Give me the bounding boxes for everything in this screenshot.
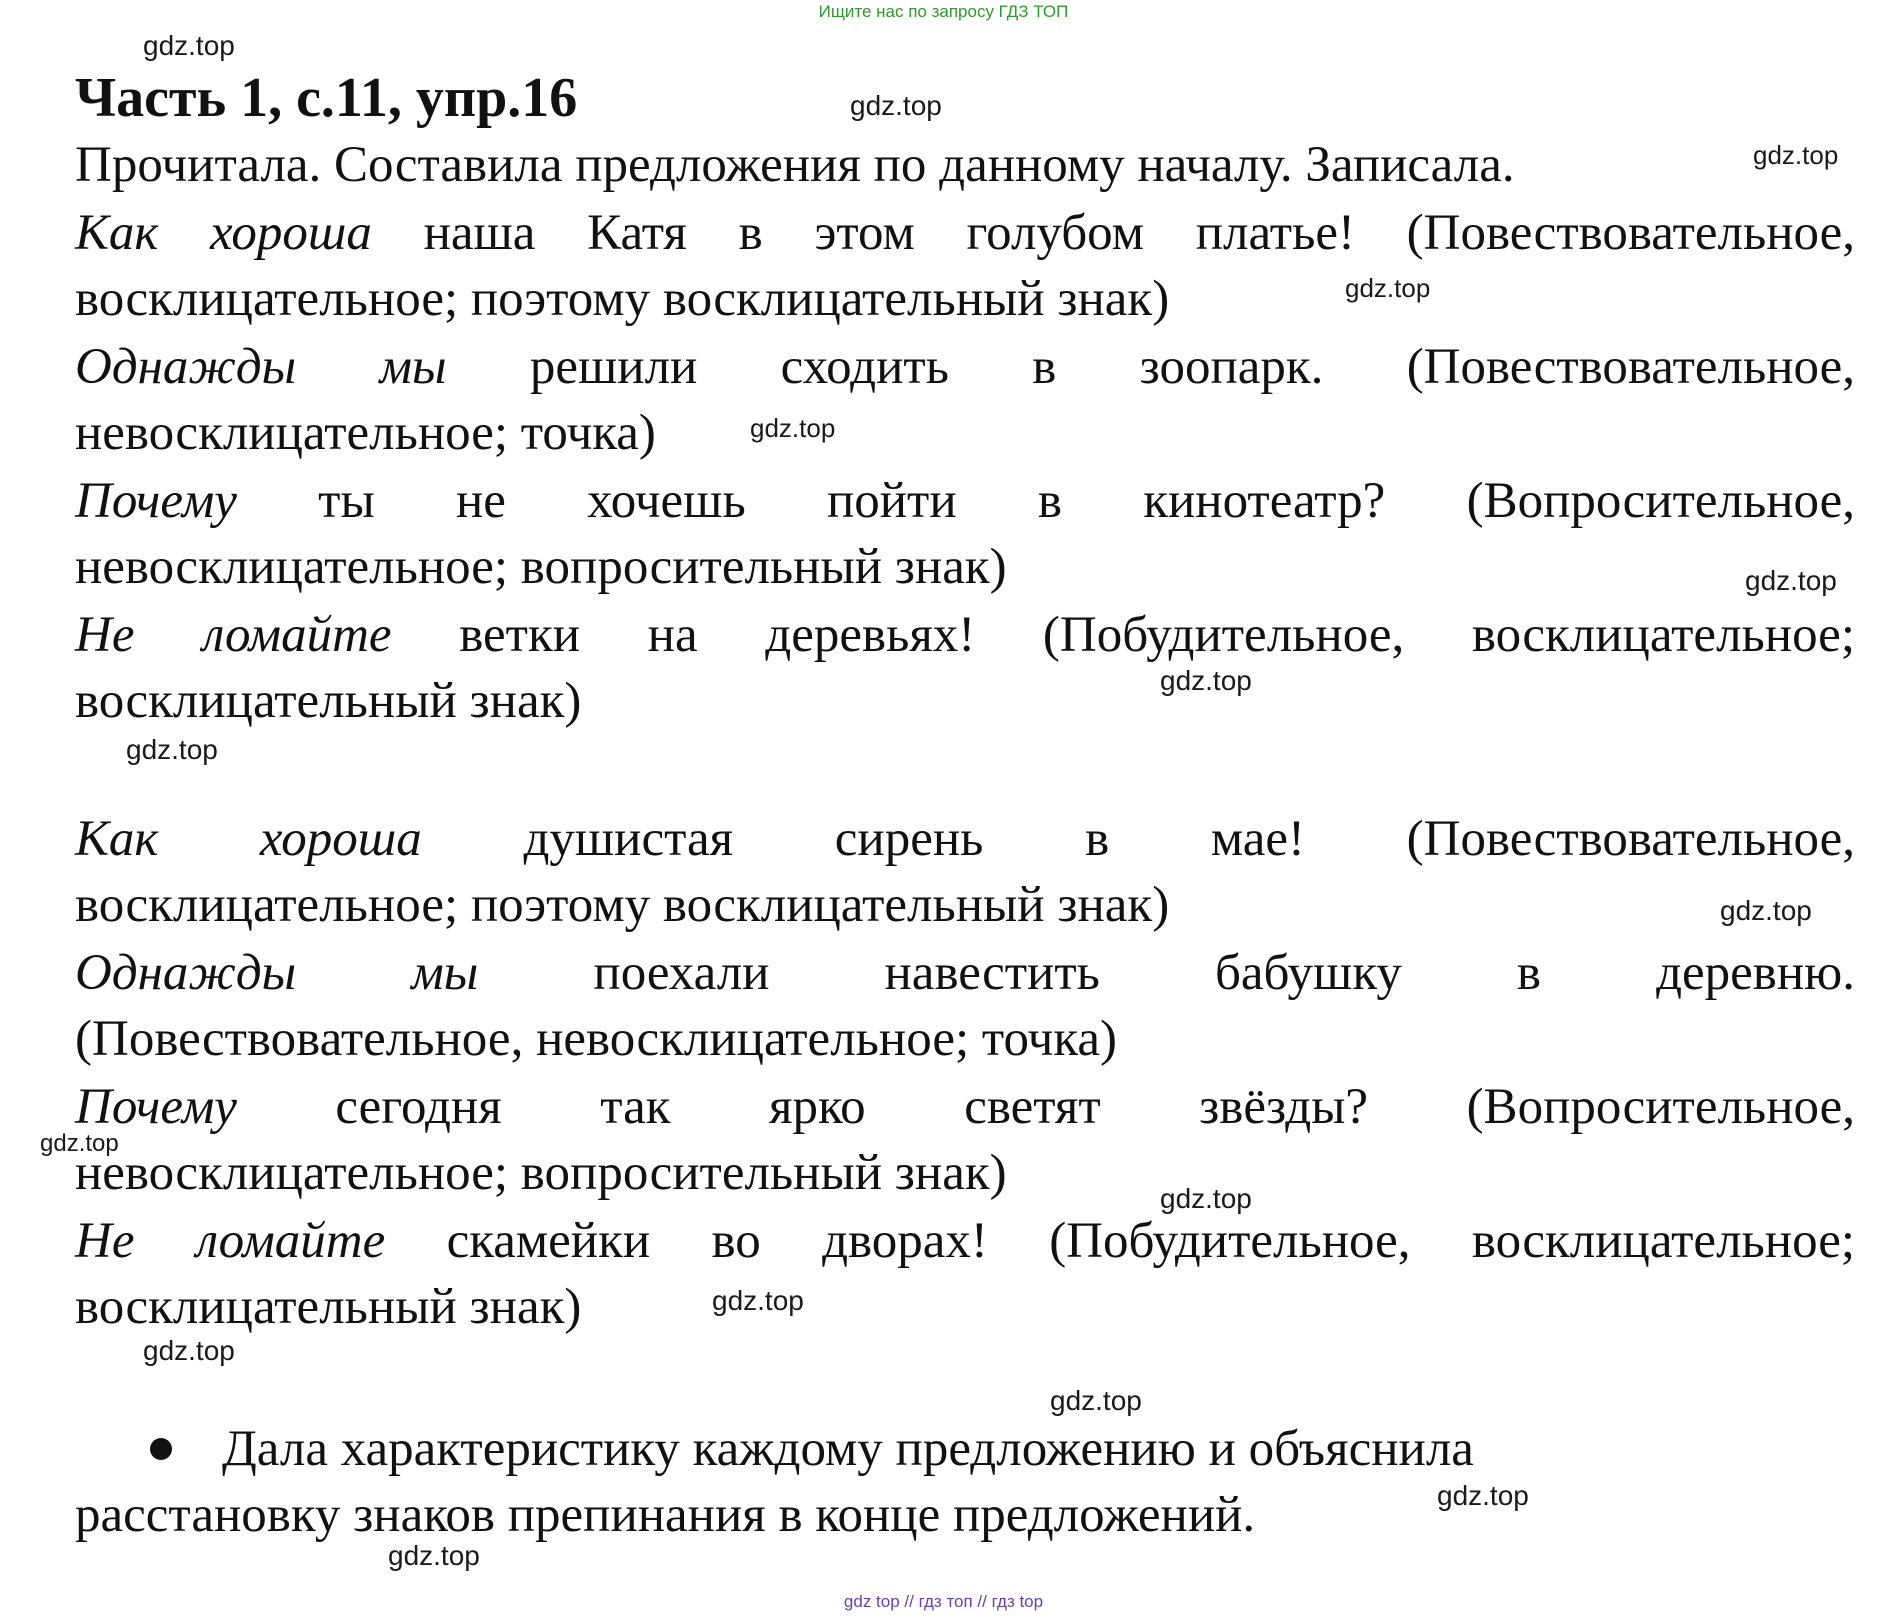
sentence-rest: ветки на деревьях! (Побудительное, восклицательное; bbox=[459, 607, 1855, 663]
sentence-start: Как хороша bbox=[75, 205, 372, 261]
watermark: gdz.top bbox=[1437, 1480, 1529, 1511]
watermark: gdz.top bbox=[143, 1335, 235, 1366]
watermark: gdz.top bbox=[126, 734, 218, 765]
sentence-rest: скамейки во дворах! (Побудительное, восклицательное; bbox=[446, 1213, 1855, 1269]
bullet-icon bbox=[150, 1438, 172, 1460]
watermark: gdz.top bbox=[40, 1130, 119, 1157]
sentence-3-line-1 bbox=[75, 468, 1855, 534]
sentence-rest: наша Катя в этом голубом платье! (Повествовательное, bbox=[423, 205, 1855, 261]
sentence-2-line-1 bbox=[75, 334, 1855, 400]
sentence-8-line-2: восклицательный знак) bbox=[75, 1279, 582, 1335]
sentence-6-line-2: (Повествовательное, невосклицательное; точка) bbox=[75, 1011, 1117, 1067]
watermark: gdz.top bbox=[143, 30, 235, 61]
sentence-8-line-1 bbox=[75, 1208, 1855, 1274]
sentence-3-line-2: невосклицательное; вопросительный знак) bbox=[75, 539, 1007, 595]
page-title: Часть 1, с.11, упр.16 bbox=[75, 67, 578, 129]
watermark: gdz.top bbox=[712, 1285, 804, 1316]
sentence-1-line-1 bbox=[75, 200, 1855, 266]
sentence-start: Почему bbox=[75, 473, 237, 529]
watermark: gdz.top bbox=[1753, 140, 1839, 170]
sentence-5-line-1 bbox=[75, 806, 1855, 872]
watermark: gdz.top bbox=[1050, 1385, 1142, 1416]
sentence-7-line-1 bbox=[75, 1074, 1855, 1140]
sentence-rest: решили сходить в зоопарк. (Повествовательное, bbox=[529, 339, 1856, 395]
intro-text: Прочитала. Составила предложения по данному началу. Записала. bbox=[75, 137, 1515, 193]
search-banner: Ищите нас по запросу ГДЗ ТОП bbox=[818, 2, 1069, 21]
watermark: gdz.top bbox=[850, 90, 942, 121]
watermark: gdz.top bbox=[1160, 1183, 1252, 1214]
sentence-start: Как хороша bbox=[75, 811, 422, 867]
bullet-line-2: расстановку знаков препинания в конце предложений. bbox=[75, 1487, 1256, 1543]
sentence-start: Почему bbox=[75, 1079, 237, 1135]
watermark: gdz.top bbox=[750, 413, 836, 443]
sentence-start: Однажды мы bbox=[75, 339, 447, 395]
sentence-rest: сегодня так ярко светят звёзды? (Вопросительное, bbox=[335, 1079, 1855, 1135]
watermark: gdz.top bbox=[388, 1540, 480, 1571]
watermark: gdz.top bbox=[1160, 665, 1252, 696]
watermark: gdz.top bbox=[1745, 565, 1837, 596]
sentence-rest: душистая сирень в мае! (Повествовательное, bbox=[523, 811, 1855, 867]
sentence-rest: ты не хочешь пойти в кинотеатр? (Вопросительное, bbox=[318, 473, 1856, 529]
sentence-2-line-2: невосклицательное; точка) bbox=[75, 405, 656, 461]
watermark: gdz.top bbox=[1720, 895, 1812, 926]
sentence-5-line-2: восклицательное; поэтому восклицательный знак) bbox=[75, 877, 1170, 933]
sentence-start: Не ломайте bbox=[75, 1213, 386, 1269]
sentence-6-line-1 bbox=[75, 940, 1855, 1006]
sentence-4-line-2: восклицательный знак) bbox=[75, 673, 582, 729]
bullet-line-1: Дала характеристику каждому предложению и объяснила bbox=[222, 1421, 1474, 1477]
sentence-rest: поехали навестить бабушку в деревню. bbox=[593, 945, 1856, 1001]
sentence-1-line-2: восклицательное; поэтому восклицательный знак) bbox=[75, 271, 1170, 327]
footer-links: gdz top // гдз топ // гдз top bbox=[843, 1592, 1044, 1611]
sentence-7-line-2: невосклицательное; вопросительный знак) bbox=[75, 1145, 1007, 1201]
watermark: gdz.top bbox=[1345, 273, 1431, 303]
sentence-start: Не ломайте bbox=[75, 607, 392, 663]
sentence-start: Однажды мы bbox=[75, 945, 479, 1001]
sentence-4-line-1 bbox=[75, 602, 1855, 668]
